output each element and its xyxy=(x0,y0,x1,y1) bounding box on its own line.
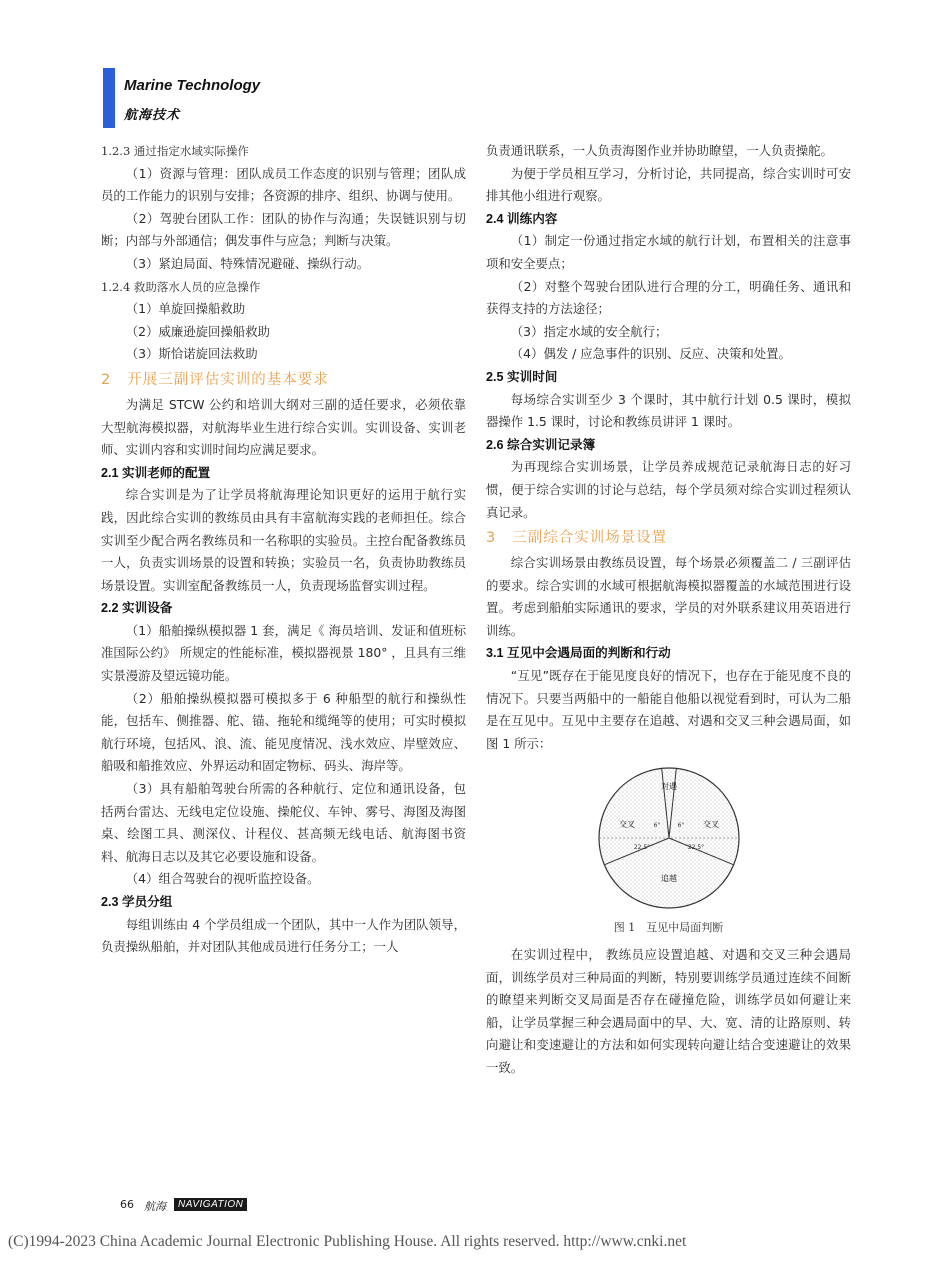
paragraph-continued: 负责通讯联系，一人负责海图作业并协助瞭望，一人负责操舵。 xyxy=(486,143,833,158)
list-item: （1）船舶操纵模拟器 1 套，满足《 海员培训、发证和值班标准国际公约》 所规定的性能标准，模拟器视景 180° ，且具有三维实景漫游及望远镜功能。 xyxy=(101,622,466,684)
list-item: （4）偶发 / 应急事件的识别、反应、决策和处置。 xyxy=(510,346,791,362)
list-item: （3）斯恰诺旋回法救助 xyxy=(125,346,258,362)
paragraph: 为再现综合实训场景，让学员养成规范记录航海日志的好习惯，便于综合实训的讨论与总结，每个学员须对综合实训过程须认真记录。 xyxy=(486,459,851,520)
list-item: （3）紧迫局面、特殊情况避碰、操纵行动。 xyxy=(125,255,370,271)
footer-magazine-cn: 航海 xyxy=(144,1200,166,1213)
section-2-5-title: 2.5 实训时间 xyxy=(486,369,558,384)
paragraph: 为满足 STCW 公约和培训大纲对三副的适任要求，必须依靠大型航海模拟器，对航海毕业生进行综合实训。实训设备、实训老师、实训内容和实训时间均应满足要求。 xyxy=(101,396,466,458)
paragraph: 综合实训场景由教练员设置，每个场景必须覆盖二 / 三副评估的要求。综合实训的水域可根据航海模拟器覆盖的水域范围进行设置。考虑到船舶实际通讯的要求，学员的对外联系建议用英语进行训练。 xyxy=(486,555,851,638)
copyright-notice: (C)1994-2023 China Academic Journal Electronic Publishing House. All rights reserved. http://www.cnki.net xyxy=(8,1233,687,1250)
list-item: （2）对整个驾驶台团队进行合理的分工，明确任务、通讯和获得支持的方法途径； xyxy=(486,278,851,317)
paragraph: 为便于学员相互学习，分析讨论，共同提高，综合实训时可安排其他小组进行观察。 xyxy=(486,165,851,204)
list-item: （2）船舶操纵模拟器可模拟多于 6 种船型的航行和操纵性能，包括车、侧推器、舵、锚、拖轮和缆绳等的使用；可实时模拟航行环境，包括风、浪、流、能见度情况、浅水效应、岸壁效应、船吸和船推效应、外界运动和固定物标、码头、海岸等。 xyxy=(101,690,466,774)
page-number: 66 xyxy=(120,1198,134,1211)
angle-label-right-small: 6° xyxy=(677,822,685,830)
list-item: （3）指定水域的安全航行； xyxy=(510,323,668,339)
list-item: （2）驾驶台团队工作：团队的协作与沟通；失误链识别与切断；内部与外部通信；偶发事件与应急；判断与决策。 xyxy=(101,210,466,249)
journal-title-cn: 航海技术 xyxy=(124,108,181,123)
section-1-2-3-title: 1.2.3 通过指定水域实际操作 xyxy=(101,144,249,158)
paragraph: 每组训练由 4 个学员组成一个团队，其中一人作为团队领导，负责操纵船舶，并对团队其他成员进行任务分工；一人 xyxy=(101,916,466,955)
label-head-on: 对遇 xyxy=(661,782,677,792)
section-3-heading xyxy=(486,526,851,550)
section-2-3-title: 2.3 学员分组 xyxy=(101,895,173,909)
section-title: 三副综合实训场景设置 xyxy=(512,530,668,547)
figure-caption: 图 1 互见中局面判断 xyxy=(613,921,724,935)
angle-label-right-large: 22.5° xyxy=(687,844,705,852)
journal-title-en: Marine Technology xyxy=(124,77,261,94)
section-2-2-title: 2.2 实训设备 xyxy=(101,601,173,616)
list-item: （1）资源与管理：团队成员工作态度的识别与管理；团队成员的工作能力的识别与安排；各资源的排序、组织、协调与使用。 xyxy=(101,165,466,204)
section-title: 开展三副评估实训的基本要求 xyxy=(127,371,329,388)
paragraph: 综合实训是为了让学员将航海理论知识更好的运用于航行实践，因此综合实训的教练员由具有丰富航海实践的老师担任。综合实训至少配合两名教练员和一名称职的实验员。主控台配备教练员一人，负责实训场景的设置和转换；实验员一名，负责协助教练员场景设置。实训室配备教练员一人，负责现场监督实训过程。 xyxy=(101,487,466,593)
angle-label-left-small: 6° xyxy=(653,822,661,830)
label-crossing-right: 交叉 xyxy=(703,820,719,830)
label-overtaking: 追越 xyxy=(661,874,677,884)
right-column xyxy=(486,140,851,1080)
section-3-1-title: 3.1 互见中会遇局面的判断和行动 xyxy=(486,646,671,661)
left-column xyxy=(101,140,466,959)
label-crossing-left: 交叉 xyxy=(619,820,635,830)
list-item: （4）组合驾驶台的视听监控设备。 xyxy=(125,871,320,887)
footer-navigation-badge: NAVIGATION xyxy=(174,1198,247,1211)
encounter-circle-svg xyxy=(594,763,744,913)
angle-label-left-large: 22.5° xyxy=(633,844,651,852)
paragraph: 每场综合实训至少 3 个课时，其中航行计划 0.5 课时，模拟器操作 1.5 课时，讨论和教练员讲评 1 课时。 xyxy=(486,391,851,430)
section-number: 3 xyxy=(486,530,497,547)
section-2-6-title: 2.6 综合实训记录簿 xyxy=(486,437,596,452)
list-item: （1）单旋回操船救助 xyxy=(125,301,246,317)
section-number: 2 xyxy=(101,371,112,388)
section-2-4-title: 2.4 训练内容 xyxy=(486,211,558,226)
section-2-heading xyxy=(101,368,466,392)
list-item: （2）威廉逊旋回操船救助 xyxy=(125,323,270,339)
section-2-1-title: 2.1 实训老师的配置 xyxy=(101,465,211,480)
list-item: （1）制定一份通过指定水域的航行计划，布置相关的注意事项和安全要点； xyxy=(486,233,851,271)
encounter-diagram xyxy=(486,759,851,915)
paragraph: 在实训过程中， 教练员应设置追越、对遇和交叉三种会遇局面，训练学员对三种局面的判断，特别要训练学员通过连续不间断的瞭望来判断交叉局面是否存在碰撞危险，训练学员如何避让来船，让学员掌握三种会遇局面中的早、大、宽、清的让路原则、转向避让和变速避让的方法和如何实现转向避让结合变速避让的效果一致。 xyxy=(486,947,851,1075)
section-1-2-4-title: 1.2.4 救助落水人员的应急操作 xyxy=(101,279,261,294)
header-accent-bar xyxy=(103,68,115,128)
paragraph: “互见”既存在于能见度良好的情况下，也存在于能见度不良的情况下。只要当两船中的一船能自他船以视觉看到时，可认为二船是在互见中。互见中主要存在追越、对遇和交叉三种会遇局面，如图 1 所示： xyxy=(486,668,851,751)
list-item: （3）具有船舶驾驶台所需的各种航行、定位和通讯设备，包括两台雷达、无线电定位设施、操舵仪、车钟、雾号、海图及海图桌、绘图工具、测深仪、计程仪、甚高频无线电话、航海图书资料、航海日志以及其它必要设施和设备。 xyxy=(101,781,466,864)
